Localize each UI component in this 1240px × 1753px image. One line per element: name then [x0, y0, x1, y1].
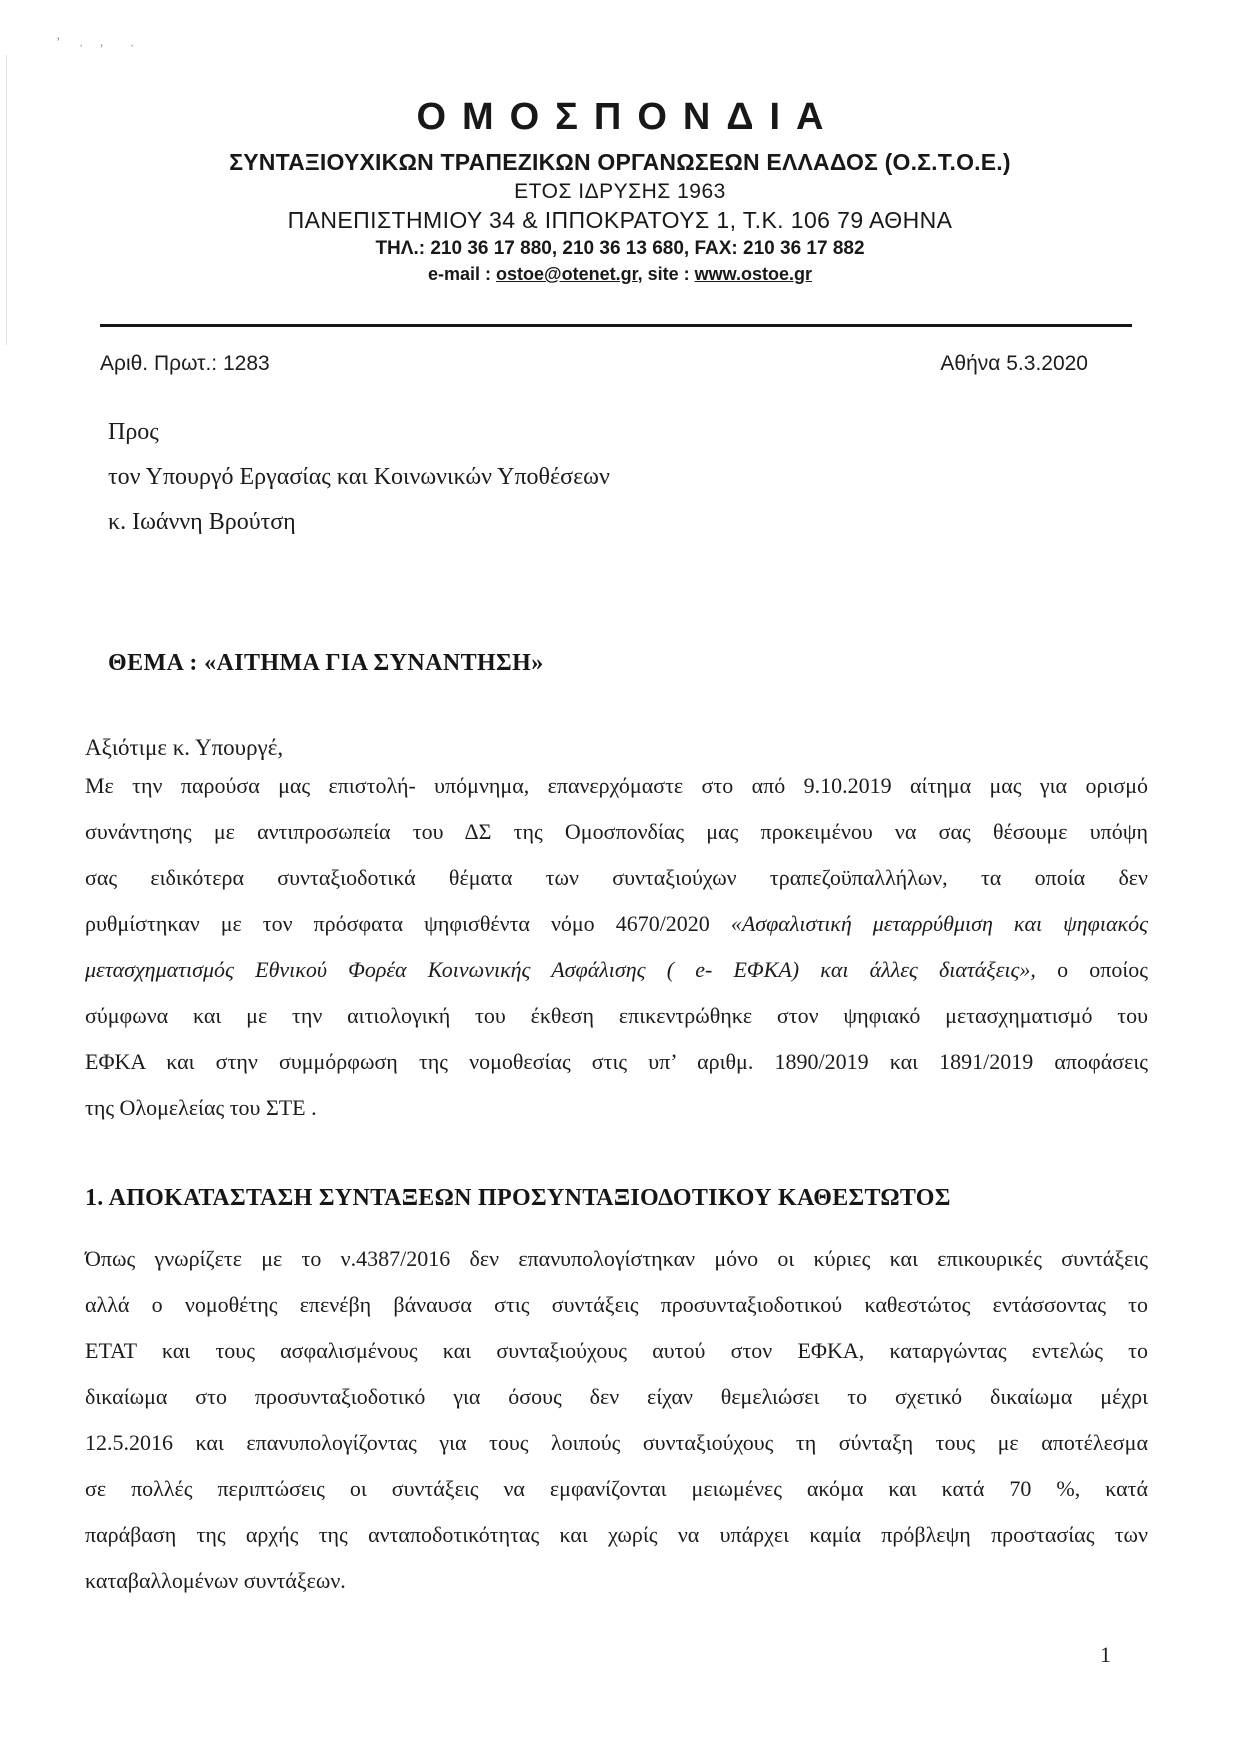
- body-paragraph-1: [85, 763, 1148, 1131]
- site-label: , site :: [637, 264, 695, 284]
- text-segment: ΕΤΑΤ και τους ασφαλισμένους και συνταξιούχους αυτού στον ΕΦΚΑ, καταργώντας εντελώς το: [85, 1338, 1148, 1363]
- text-segment: ο οποίος: [1035, 957, 1148, 982]
- scan-artifact: ·: [79, 38, 84, 53]
- text-line: [108, 410, 610, 455]
- phone-fax-line: ΤΗΛ.: 210 36 17 880, 210 36 13 680, FAX: 210 36 17 882: [375, 238, 865, 259]
- meta-row: [100, 352, 1088, 376]
- text-segment: ρυθμίστηκαν με τον πρόσφατα ψηφισθέντα νόμο 4670/2020: [85, 911, 731, 936]
- subject-line: ΘΕΜΑ : «ΑΙΤΗΜΑ ΓΙΑ ΣΥΝΑΝΤΗΣΗ»: [108, 650, 544, 676]
- text-segment: καταβαλλομένων συντάξεων.: [85, 1568, 346, 1593]
- text-segment: τον Υπουργό Εργασίας και Κοινωνικών Υποθέσεων: [108, 464, 610, 490]
- text-segment: ΕΦΚΑ και στην συμμόρφωση της νομοθεσίας στις υπ’ αριθμ. 1890/2019 και 1891/2019 αποφάσεις: [85, 1049, 1148, 1074]
- text-segment: σύμφωνα και με την αιτιολογική του έκθεση επικεντρώθηκε στον ψηφιακό μετασχηματισμό του: [85, 1003, 1148, 1028]
- text-segment: συνάντησης με αντιπροσωπεία του ΔΣ της Ομοσπονδίας μας προκειμένου να σας θέσουμε υπόψη: [85, 819, 1148, 844]
- text-line: [85, 809, 1148, 855]
- organization-address: ΠΑΝΕΠΙΣΤΗΜΙΟΥ 34 & ΙΠΠΟΚΡΑΤΟΥΣ 1, Τ.Κ. 106 79 ΑΘΗΝΑ: [287, 207, 953, 233]
- place-and-date: Αθήνα 5.3.2020: [940, 352, 1088, 375]
- text-segment: σε πολλές περιπτώσεις οι συντάξεις να εμφανίζονται μειωμένες ακόμα και κατά 70 %, κατά: [85, 1476, 1148, 1501]
- text-line: [85, 993, 1148, 1039]
- body-paragraph-2: [85, 1236, 1148, 1604]
- text-line: [85, 1085, 1148, 1131]
- text-line: [85, 1328, 1148, 1374]
- text-line: [108, 500, 610, 545]
- italic-text-segment: «Ασφαλιστική μεταρρύθμιση και ψηφιακός: [730, 911, 1149, 936]
- text-segment: Με την παρούσα μας επιστολή- υπόμνημα, επανερχόμαστε στο από 9.10.2019 αίτημα μας για ορισμό: [85, 773, 1148, 798]
- text-segment: σας ειδικότερα συνταξιοδοτικά θέματα των συνταξιούχων τραπεζοϋπαλλήλων, τα οποία δεν: [85, 865, 1148, 890]
- scan-artifact: ’: [56, 34, 61, 49]
- text-segment: κ. Ιωάννη Βρούτση: [108, 509, 296, 535]
- text-segment: Προς: [108, 419, 159, 445]
- scan-artifact: ,: [100, 34, 104, 49]
- recipient-block: [108, 410, 610, 545]
- italic-text-segment: μετασχηματισμός Εθνικού Φορέα Κοινωνικής Ασφάλισης ( e- ΕΦΚΑ) και άλλες διατάξεις»,: [85, 957, 1036, 982]
- text-line: [85, 1466, 1148, 1512]
- text-line: [108, 455, 610, 500]
- salutation: Αξιότιμε κ. Υπουργέ,: [85, 735, 284, 760]
- text-segment: αλλά ο νομοθέτης επενέβη βάναυσα στις συντάξεις προσυνταξιοδοτικού καθεστώτος εντάσσοντας το: [85, 1292, 1148, 1317]
- text-line: [85, 947, 1148, 993]
- organization-subtitle: ΣΥΝΤΑΞΙΟΥΧΙΚΩΝ ΤΡΑΠΕΖΙΚΩΝ ΟΡΓΑΝΩΣΕΩΝ ΕΛΛΑΔΟΣ (Ο.Σ.Τ.Ο.Ε.): [229, 149, 1011, 175]
- section-1-heading: 1. ΑΠΟΚΑΤΑΣΤΑΣΗ ΣΥΝΤΑΞΕΩΝ ΠΡΟΣΥΝΤΑΞΙΟΔΟΤΙΚΟΥ ΚΑΘΕΣΤΩΤΟΣ: [85, 1185, 951, 1211]
- email-label: e-mail :: [428, 264, 497, 284]
- text-segment: Όπως γνωρίζετε με το ν.4387/2016 δεν επανυπολογίστηκαν μόνο οι κύριες και επικουρικές συντάξεις: [85, 1246, 1148, 1271]
- text-line: [85, 1558, 1148, 1604]
- website-address: www.ostoe.gr: [694, 264, 812, 284]
- text-segment: της Ολομελείας του ΣΤΕ .: [85, 1095, 317, 1120]
- email-site-line: [0, 263, 1240, 286]
- letterhead: [0, 95, 1240, 286]
- text-segment: 12.5.2016 και επανυπολογίζοντας για τους λοιπούς συνταξιούχους τη σύνταξη τους με αποτέλεσμα: [85, 1430, 1148, 1455]
- text-line: [85, 1512, 1148, 1558]
- text-segment: παράβαση της αρχής της ανταποδοτικότητας και χωρίς να υπάρχει καμία πρόβλεψη προστασίας των: [85, 1522, 1148, 1547]
- text-line: [85, 763, 1148, 809]
- founding-year: ΕΤΟΣ ΙΔΡΥΣΗΣ 1963: [514, 180, 726, 203]
- page-number: 1: [1100, 1642, 1111, 1667]
- text-line: [85, 1236, 1148, 1282]
- text-line: [85, 901, 1148, 947]
- text-line: [85, 1282, 1148, 1328]
- scan-artifact: ·: [130, 38, 135, 53]
- text-line: [85, 1039, 1148, 1085]
- text-line: [85, 1374, 1148, 1420]
- text-segment: δικαίωμα στο προσυνταξιοδοτικό για όσους δεν είχαν θεμελιώσει το σχετικό δικαίωμα μέχρι: [85, 1384, 1148, 1409]
- organization-title: ΟΜΟΣΠΟΝΔΙΑ: [416, 96, 840, 138]
- protocol-number: Αριθ. Πρωτ.: 1283: [100, 352, 270, 375]
- email-address: ostoe@otenet.gr: [496, 264, 638, 284]
- text-line: [85, 1420, 1148, 1466]
- header-divider: [100, 324, 1132, 327]
- text-line: [85, 855, 1148, 901]
